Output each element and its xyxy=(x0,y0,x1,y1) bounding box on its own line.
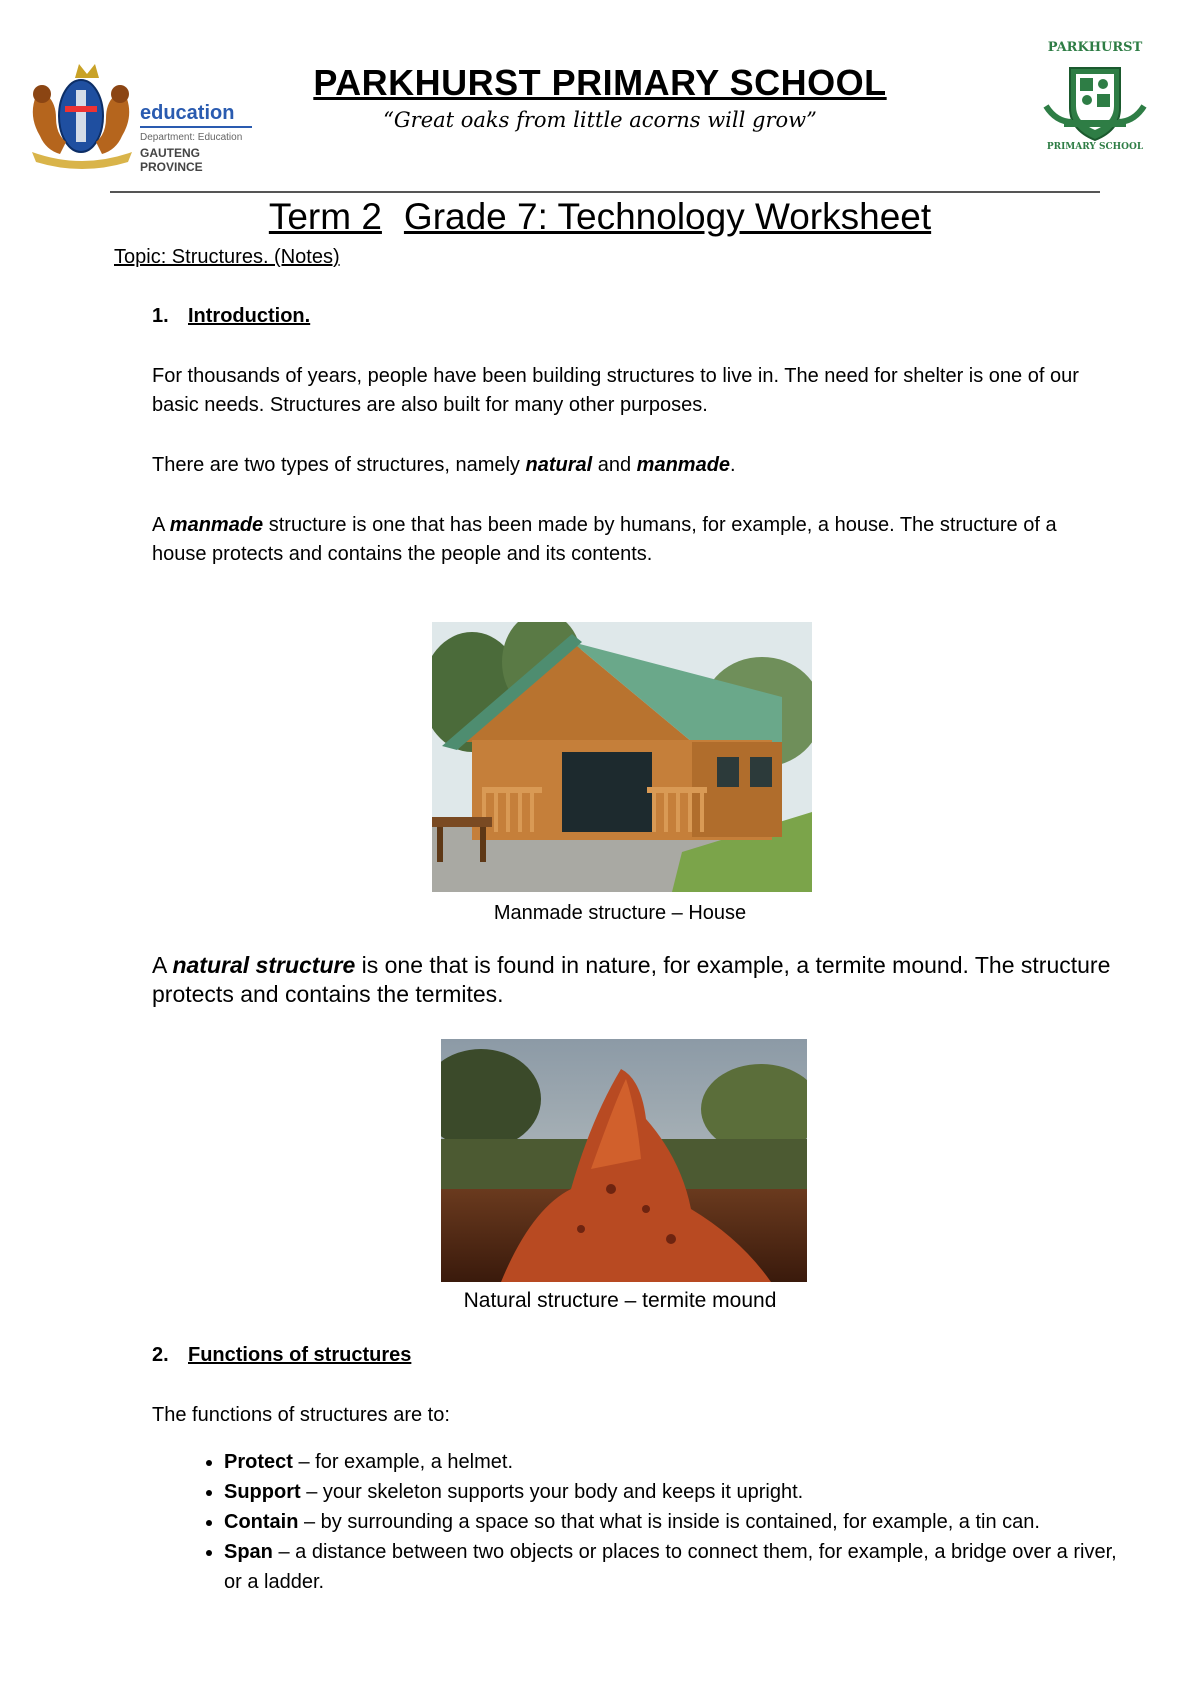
crest-top-text: PARKHURST xyxy=(1047,40,1143,55)
types-paragraph: There are two types of structures, namely natural and manmade. xyxy=(152,454,736,476)
list-item: • Support – your skeleton supports your body and keeps it upright. xyxy=(224,1477,1124,1507)
list-item: • Protect – for example, a helmet. xyxy=(224,1447,1124,1477)
education-logo-text: education xyxy=(140,102,235,124)
school-motto: “Great oaks from little acorns will grow” xyxy=(383,108,817,132)
termite-mound-photo xyxy=(441,1039,807,1282)
term-natural: natural xyxy=(525,454,593,476)
house-caption: Manmade structure – House xyxy=(493,902,747,924)
worksheet-grade-subject: Grade 7: Technology Worksheet xyxy=(403,196,932,237)
intro-paragraph: For thousands of years, people have been building structures to live in. The need for shelter is one of our basic needs. Structures are also built for many other purposes. xyxy=(152,365,1079,416)
parkhurst-crest-icon xyxy=(1040,38,1150,158)
province-text: GAUTENG PROVINCE xyxy=(140,146,203,174)
house-photo xyxy=(432,622,812,892)
termite-caption: Natural structure – termite mound xyxy=(463,1289,777,1312)
worksheet-title xyxy=(0,196,1200,238)
term-manmade: manmade xyxy=(636,454,731,476)
section-1-heading: 1. Introduction. xyxy=(152,305,311,327)
section-2-heading: 2. Functions of structures xyxy=(152,1344,412,1366)
header-divider xyxy=(110,191,1100,193)
crest-bottom-text: PRIMARY SCHOOL xyxy=(1046,142,1144,152)
natural-paragraph: A natural structure is one that is found in nature, for example, a termite mound. The structure protects and contains the termites. xyxy=(152,952,1111,1007)
topic-line: Topic: Structures. (Notes) xyxy=(114,246,340,268)
list-item: • Span – a distance between two objects or places to connect them, for example, a bridge over a river, or a ladder. xyxy=(224,1537,1124,1597)
department-text: Department: Education xyxy=(140,132,243,143)
functions-intro: The functions of structures are to: xyxy=(152,1404,450,1426)
school-name: PARKHURST PRIMARY SCHOOL xyxy=(313,62,887,103)
functions-list xyxy=(190,1447,1124,1597)
list-item: • Contain – by surrounding a space so that what is inside is contained, for example, a tin can. xyxy=(224,1507,1124,1537)
term-natural-structure: natural structure xyxy=(172,952,356,978)
worksheet-term: Term 2 xyxy=(268,196,382,237)
term-manmade-definition: manmade xyxy=(169,514,264,536)
parkhurst-crest-logo xyxy=(1040,38,1150,158)
manmade-paragraph: A manmade structure is one that has been made by humans, for example, a house. The structure of a house protects and contains the people and its contents. xyxy=(152,514,1057,565)
